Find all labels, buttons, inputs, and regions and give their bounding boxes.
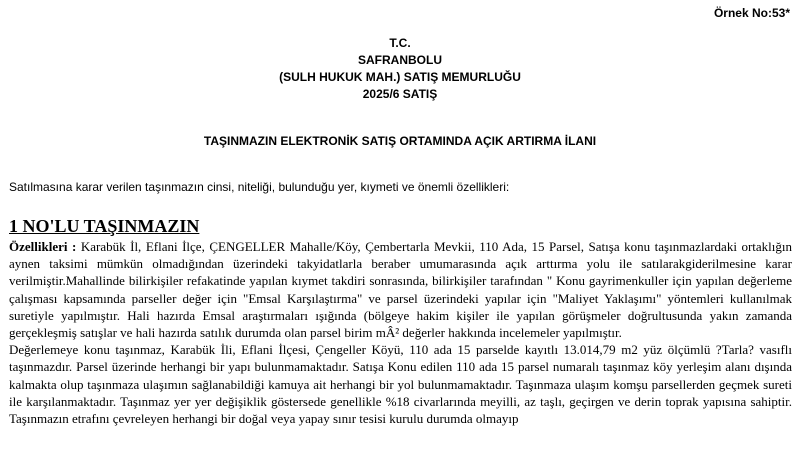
- section-title: 1 NO'LU TAŞINMAZIN: [9, 216, 200, 236]
- header-tc: T.C.: [389, 36, 411, 50]
- sample-number: Örnek No:53*: [713, 6, 790, 20]
- description-paragraph-1: [9, 238, 792, 341]
- header-office: (SULH HUKUK MAH.) SATIŞ MEMURLUĞU: [279, 70, 521, 84]
- header-city: SAFRANBOLU: [358, 53, 442, 67]
- notice-title: TAŞINMAZIN ELEKTRONİK SATIŞ ORTAMINDA AÇIK ARTIRMA İLANI: [203, 134, 597, 148]
- property-description: [9, 238, 792, 427]
- description-paragraph-2: Değerlemeye konu taşınmaz, Karabük İli, Eflani İlçesi, Çengeller Köyü, 110 ada 15 parselde kayıtlı 13.014,79 m2 yüz ölçümlü ?Tarla? vasıflı taşınmazdır. Parsel üzerinde herhangi bir yapı bulunmamaktadır. Satışa Konu edilen 110 ada 15 parsel numaralı taşınmaz köy yerleşim alanı dışında kalmakta olup taşınmaza ulaşımın sağlanabildiği kamuya ait herhangi bir yol bulunmamaktadır. Taşınmaza ulaşım komşu parsellerden geçmek sureti ile karşılanmaktadır. Taşınmaz yer yer değişiklik göstersede genellikle %18 civarlarında meyilli, az taşlı, geçirgen ve derin toprak yapısına sahiptir. Taşınmazın etrafını çevreleyen herhangi bir doğal veya yapay sınır tesisi kurulu durumda olmayıp: [9, 342, 792, 427]
- header-case-number: 2025/6 SATIŞ: [362, 87, 438, 101]
- intro-text: Satılmasına karar verilen taşınmazın cinsi, niteliği, bulunduğu yer, kıymeti ve önemli özellikleri:: [9, 180, 510, 194]
- description-text-1: Karabük İl, Eflani İlçe, ÇENGELLER Mahalle/Köy, Çembertarla Mevkii, 110 Ada, 15 Parsel, Satışa konu taşınmazlardaki ortaklığın aynen taksimi mümkün olmadığından üzerindeki takyidatlarla beraber umumarasında açık arttırma yolu ile satılarakgiderilmesine karar verilmiştir.Mahallinde bilirkişiler refakatinde yapılan kıymet takdiri sonrasında, bilirkişiler tarafından " Konu gayrimenkuller için yapılan değerleme çalışması kapsamında parseller değer için "Emsal Karşılaştırma" ve parsel üzerindeki yapılar için "Maliyet Yaklaşımı" yöntemleri kullanılmak suretiyle yapılmıştır. Hali hazırda Emsal araştırmaları ışığında (bölgeye hakim kişiler ile yapılan görüşmeler doğrultusunda yakın zamanda gerçekleşmiş satışlar ve hali hazırda satılık durumda olan parsel birim mÂ² değerler hakkında incelemeler yapılmıştır.: [9, 239, 792, 341]
- features-label: Özellikleri :: [9, 239, 77, 254]
